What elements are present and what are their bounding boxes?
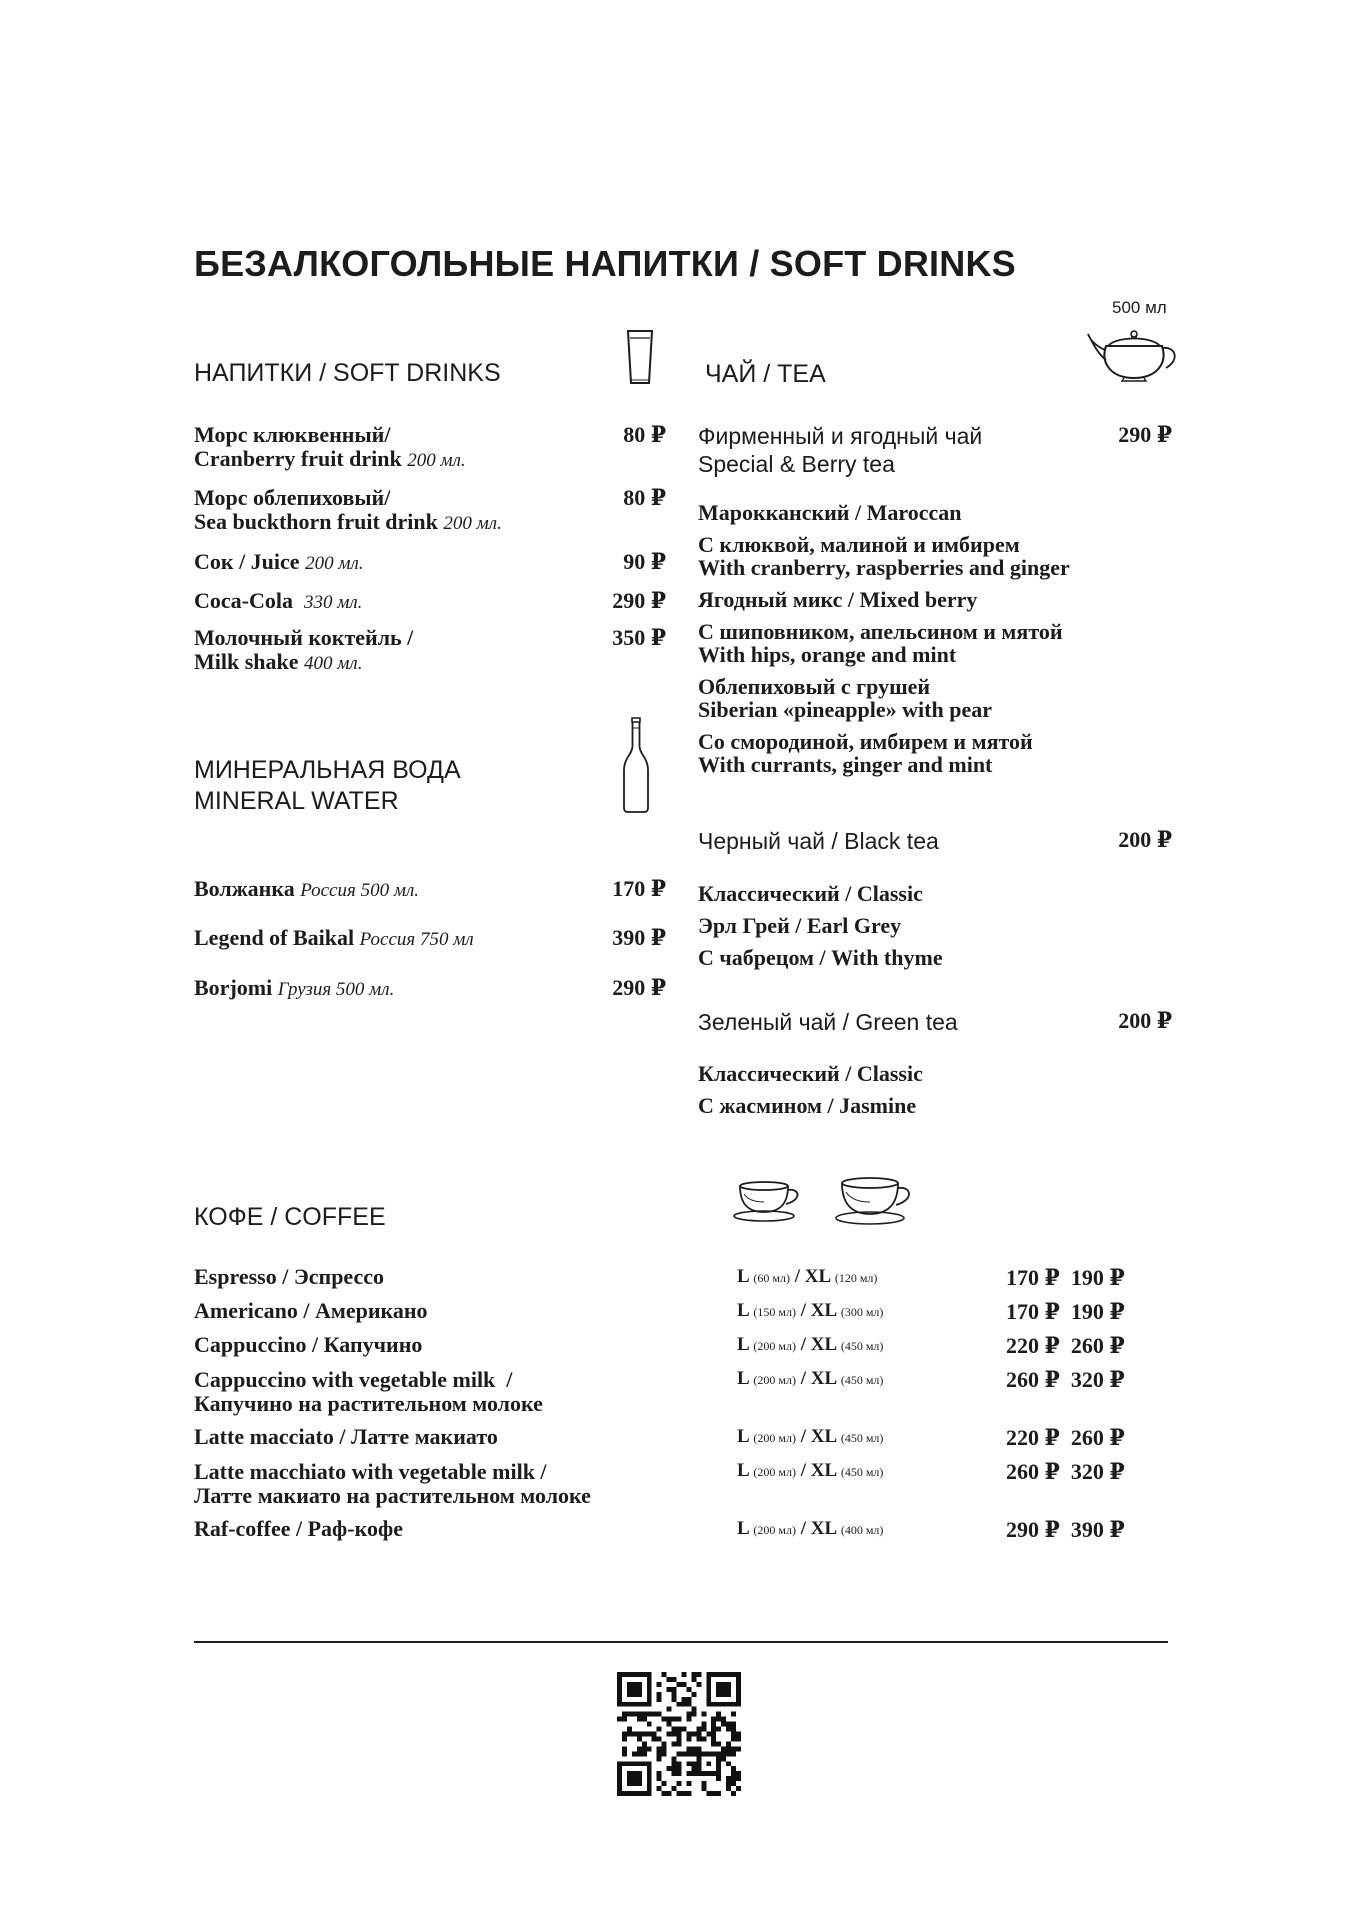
coffee-sizes: L (60 мл) / XL (120 мл) — [737, 1266, 878, 1287]
item-volume: 200 мл. — [443, 513, 502, 534]
list-item: With currants, ginger and mint — [698, 752, 993, 777]
item-name: Legend of Baikal — [194, 925, 355, 950]
item-name-2: Капучино на растительном молоке — [194, 1391, 543, 1416]
special-tea-list — [698, 501, 1070, 776]
item-name-en: Milk shake — [194, 649, 299, 674]
list-item: С чабрецом / With thyme — [698, 945, 943, 970]
coffee-cappuccino-veg — [194, 1368, 543, 1416]
price-l: 260 ₽ — [1006, 1367, 1060, 1392]
item-name: Latte macchiato with vegetable milk / — [194, 1459, 547, 1484]
list-item: With cranberry, raspberries and ginger — [698, 555, 1070, 580]
list-item: Облепиховый с грушей — [698, 674, 931, 699]
price-xl: 390 ₽ — [1070, 1517, 1125, 1542]
item-price: 350 ₽ — [612, 625, 666, 650]
special-tea-price: 290 ₽ — [1118, 422, 1172, 447]
price-l: 220 ₽ — [1006, 1425, 1060, 1450]
small-cup-icon — [732, 1178, 806, 1224]
heading-en: Special & Berry tea — [698, 451, 895, 477]
menu-item-sea-buckthorn — [194, 486, 502, 536]
bottle-icon — [620, 716, 652, 814]
coffee-sizes: L (200 мл) / XL (450 мл) — [737, 1368, 884, 1389]
item-origin: Грузия 500 мл. — [277, 979, 395, 1000]
list-item: Со смородиной, имбирем и мятой — [698, 729, 1033, 754]
page-title: БЕЗАЛКОГОЛЬНЫЕ НАПИТКИ / SOFT DRINKS — [194, 243, 1016, 284]
item-price: 80 ₽ — [623, 485, 666, 510]
coffee-prices — [1006, 1517, 1125, 1543]
mineral-water-heading — [194, 755, 461, 817]
coffee-raf: Raf-coffee / Раф-кофе — [194, 1516, 403, 1541]
item-name-ru: Морс клюквенный/ — [194, 422, 391, 447]
item-name-en: Sea buckthorn fruit drink — [194, 509, 438, 534]
list-item: С шиповником, апельсином и мятой — [698, 619, 1063, 644]
item-name: Волжанка — [194, 876, 295, 901]
item-volume: 200 мл. — [305, 553, 364, 574]
coffee-sizes: L (200 мл) / XL (450 мл) — [737, 1426, 884, 1447]
coffee-prices — [1006, 1367, 1125, 1393]
black-tea-list — [698, 878, 943, 974]
coffee-heading: КОФЕ / COFFEE — [194, 1203, 386, 1231]
black-tea-heading: Черный чай / Black tea — [698, 828, 939, 854]
item-volume: 200 мл. — [407, 450, 466, 471]
coffee-cappuccino: Cappuccino / Капучино — [194, 1332, 423, 1357]
item-name-2: Латте макиато на растительном молоке — [194, 1483, 591, 1508]
item-volume: 330 мл. — [303, 592, 363, 613]
item-origin: Россия 500 мл. — [300, 880, 419, 901]
list-item: Классический / Classic — [698, 881, 923, 906]
price-l: 290 ₽ — [1006, 1517, 1060, 1542]
size-l: (200 мл) — [753, 1373, 796, 1387]
list-item: Siberian «pineapple» with pear — [698, 697, 992, 722]
item-name: Cappuccino with vegetable milk / — [194, 1367, 513, 1392]
list-item: Ягодный микс / Mixed berry — [698, 587, 978, 612]
size-xl: (450 мл) — [840, 1465, 884, 1479]
coffee-latte: Latte macciato / Латте макиато — [194, 1424, 498, 1449]
teapot-icon — [1086, 324, 1182, 382]
heading-ru: МИНЕРАЛЬНАЯ ВОДА — [194, 756, 461, 784]
menu-item-juice — [194, 550, 363, 576]
size-l: (200 мл) — [753, 1523, 796, 1537]
coffee-prices — [1006, 1333, 1125, 1359]
footer-divider — [194, 1641, 1168, 1643]
menu-item-cranberry — [194, 423, 466, 473]
coffee-americano: Americano / Американо — [194, 1298, 428, 1323]
item-price: 90 ₽ — [623, 549, 666, 574]
price-l: 170 ₽ — [1006, 1299, 1060, 1324]
heading-ru: Фирменный и ягодный чай — [698, 423, 983, 449]
special-tea-heading — [698, 422, 982, 478]
soft-drinks-heading: НАПИТКИ / SOFT DRINKS — [194, 359, 501, 387]
price-xl: 320 ₽ — [1070, 1367, 1125, 1392]
size-xl: (300 мл) — [840, 1305, 884, 1319]
list-item: С клюквой, малиной и имбирем — [698, 532, 1020, 557]
coffee-prices — [1006, 1265, 1125, 1291]
coffee-sizes: L (200 мл) / XL (450 мл) — [737, 1460, 884, 1481]
price-l: 170 ₽ — [1006, 1265, 1060, 1290]
list-item: Классический / Classic — [698, 1061, 923, 1086]
size-l: (60 мл) — [753, 1271, 790, 1285]
menu-item-volzhanka — [194, 877, 419, 903]
size-l: (200 мл) — [753, 1465, 796, 1479]
menu-item-coca-cola — [194, 589, 362, 615]
black-tea-price: 200 ₽ — [1118, 827, 1172, 852]
item-origin: Россия 750 мл — [359, 929, 474, 950]
item-volume: 400 мл. — [304, 653, 363, 674]
list-item: Марокканский / Maroccan — [698, 500, 962, 525]
item-name: Coca-Cola — [194, 588, 293, 613]
heading-en: MINERAL WATER — [194, 787, 399, 815]
size-xl: (450 мл) — [840, 1431, 884, 1445]
green-tea-price: 200 ₽ — [1118, 1008, 1172, 1033]
large-cup-icon — [834, 1174, 918, 1226]
size-xl: (120 мл) — [834, 1271, 878, 1285]
coffee-prices — [1006, 1425, 1125, 1451]
list-item: Эрл Грей / Earl Grey — [698, 913, 902, 938]
item-name: Сок / Juice — [194, 549, 300, 574]
price-l: 260 ₽ — [1006, 1459, 1060, 1484]
size-xl: (450 мл) — [840, 1339, 884, 1353]
list-item: With hips, orange and mint — [698, 642, 957, 667]
item-name: Borjomi — [194, 975, 273, 1000]
menu-item-milk-shake — [194, 626, 413, 676]
size-l: (200 мл) — [753, 1339, 796, 1353]
list-item: С жасмином / Jasmine — [698, 1093, 917, 1118]
coffee-latte-veg — [194, 1460, 591, 1508]
price-xl: 190 ₽ — [1070, 1265, 1125, 1290]
coffee-sizes: L (150 мл) / XL (300 мл) — [737, 1300, 884, 1321]
glass-icon — [626, 328, 654, 386]
item-price: 390 ₽ — [612, 925, 666, 950]
item-name-ru: Молочный коктейль / — [194, 625, 414, 650]
item-price: 290 ₽ — [612, 588, 666, 613]
price-xl: 190 ₽ — [1070, 1299, 1125, 1324]
qr-code[interactable] — [617, 1672, 741, 1796]
size-xl: (450 мл) — [840, 1373, 884, 1387]
item-price: 290 ₽ — [612, 975, 666, 1000]
size-xl: (400 мл) — [840, 1523, 884, 1537]
item-name-ru: Морс облепиховый/ — [194, 485, 391, 510]
price-l: 220 ₽ — [1006, 1333, 1060, 1358]
item-name-en: Cranberry fruit drink — [194, 446, 402, 471]
price-xl: 320 ₽ — [1070, 1459, 1125, 1484]
price-xl: 260 ₽ — [1070, 1333, 1125, 1358]
teapot-volume: 500 мл — [1112, 298, 1167, 317]
menu-item-borjomi — [194, 976, 394, 1002]
coffee-sizes: L (200 мл) / XL (450 мл) — [737, 1334, 884, 1355]
item-price: 80 ₽ — [623, 422, 666, 447]
size-l: (200 мл) — [753, 1431, 796, 1445]
coffee-prices — [1006, 1459, 1125, 1485]
tea-heading: ЧАЙ / TEA — [705, 360, 826, 388]
coffee-sizes: L (200 мл) / XL (400 мл) — [737, 1518, 884, 1539]
menu-item-legend-of-baikal — [194, 926, 474, 952]
coffee-espresso: Espresso / Эспрессо — [194, 1264, 384, 1289]
green-tea-heading: Зеленый чай / Green tea — [698, 1009, 958, 1035]
item-price: 170 ₽ — [612, 876, 666, 901]
price-xl: 260 ₽ — [1070, 1425, 1125, 1450]
coffee-prices — [1006, 1299, 1125, 1325]
size-l: (150 мл) — [753, 1305, 796, 1319]
green-tea-list — [698, 1058, 923, 1122]
